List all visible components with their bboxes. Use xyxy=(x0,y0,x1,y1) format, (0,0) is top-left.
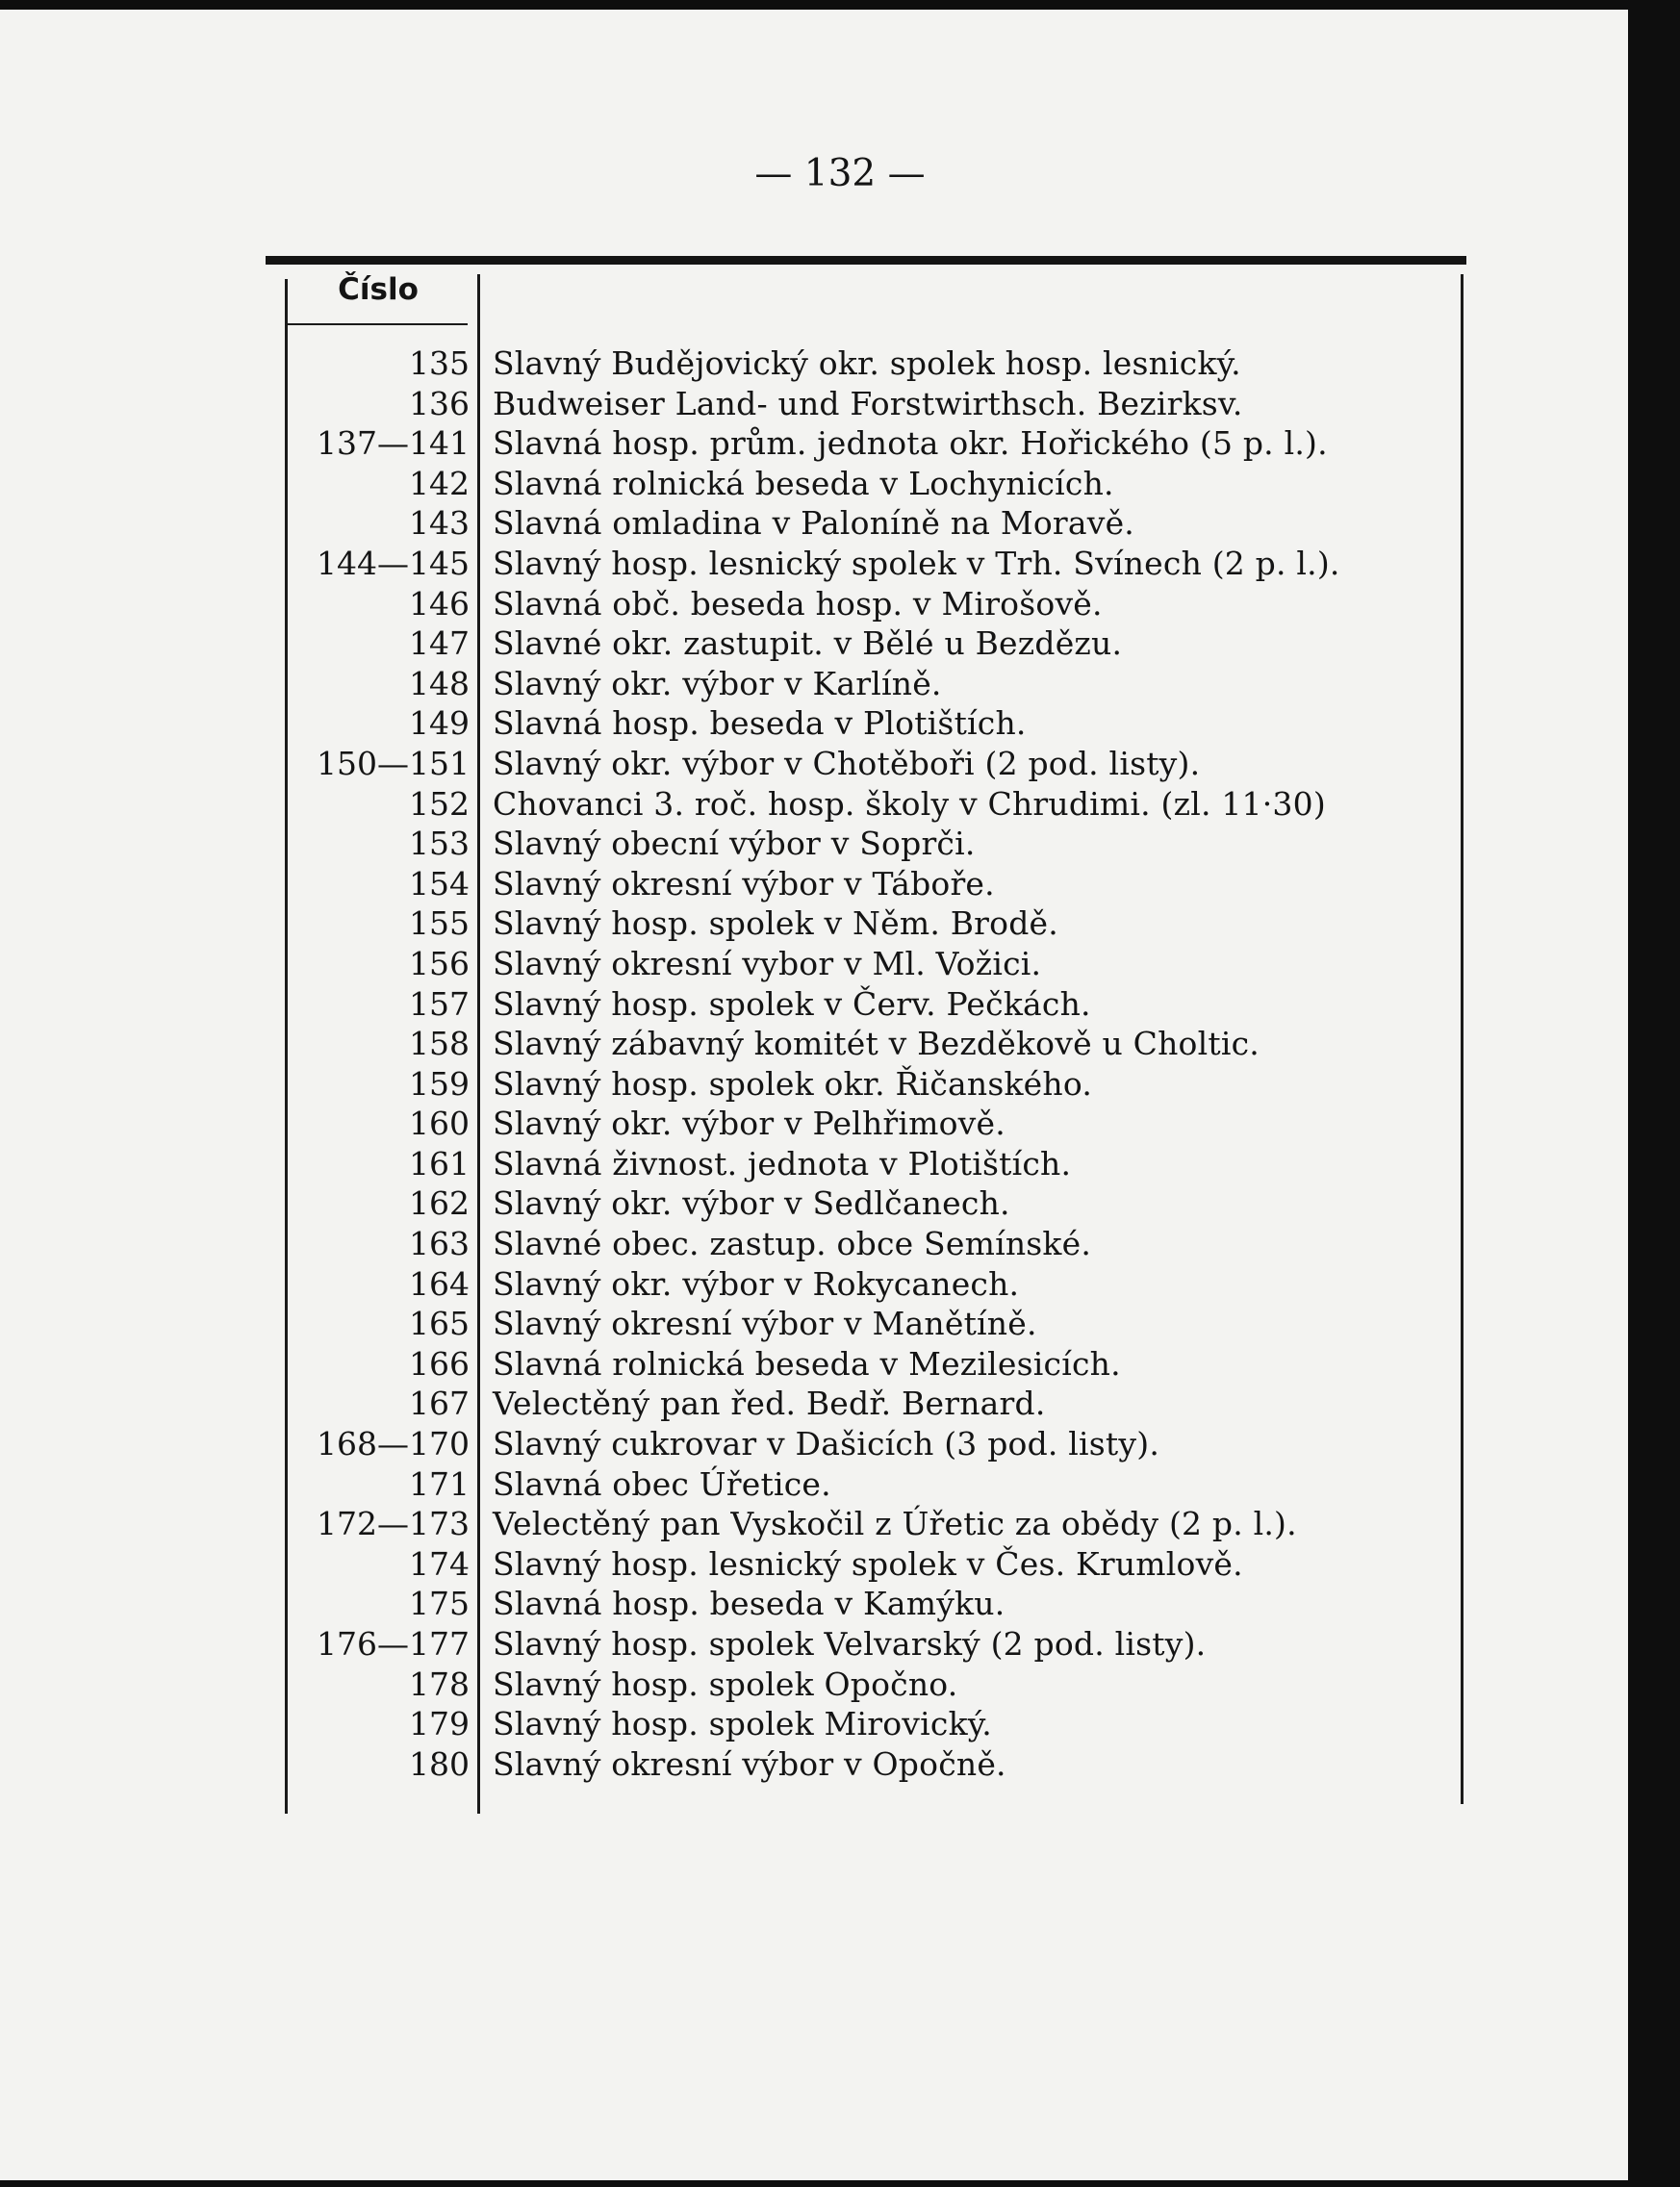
table-row xyxy=(0,1223,1680,1263)
table-row xyxy=(0,823,1680,863)
entry-text: Slavná hosp. beseda v Kamýku. xyxy=(493,1585,1005,1623)
table-row xyxy=(0,983,1680,1024)
entry-text: Slavný okr. výbor v Rokycanech. xyxy=(493,1264,1020,1303)
entry-number: 171 xyxy=(409,1464,470,1503)
table-row xyxy=(0,663,1680,703)
table-row xyxy=(0,1503,1680,1543)
table-row xyxy=(0,422,1680,463)
table-row xyxy=(0,543,1680,583)
entry-text: Slavný cukrovar v Dašicích (3 pod. listy). xyxy=(493,1425,1160,1463)
entry-text: Slavný hosp. spolek Velvarský (2 pod. listy). xyxy=(493,1625,1207,1663)
table-row xyxy=(0,1103,1680,1143)
entry-number: 152 xyxy=(409,784,470,823)
entry-number: 180 xyxy=(409,1744,470,1783)
entry-text: Slavný obecní výbor v Soprči. xyxy=(493,825,976,863)
entry-number: 164 xyxy=(409,1264,470,1303)
table-row xyxy=(0,1423,1680,1463)
entry-text: Slavný okresní výbor v Manětíně. xyxy=(493,1305,1037,1343)
entry-text: Velectěný pan řed. Bedř. Bernard. xyxy=(493,1385,1046,1423)
table-row xyxy=(0,1743,1680,1784)
table-row xyxy=(0,502,1680,543)
entry-text: Slavný hosp. spolek okr. Řičanského. xyxy=(493,1064,1093,1103)
entry-text: Slavný hosp. spolek Opočno. xyxy=(493,1665,958,1703)
entry-number: 136 xyxy=(409,384,470,422)
table-row xyxy=(0,583,1680,623)
entry-text: Slavná omladina v Paloníně na Moravě. xyxy=(493,504,1134,543)
table-row xyxy=(0,1303,1680,1343)
table-row xyxy=(0,463,1680,503)
table-row xyxy=(0,1703,1680,1743)
entry-number: 166 xyxy=(409,1344,470,1383)
entry-number: 179 xyxy=(409,1705,470,1743)
table-row xyxy=(0,863,1680,903)
entry-text: Velectěný pan Vyskočil z Úřetic za obědy (2 p. l.). xyxy=(493,1505,1297,1543)
table-row xyxy=(0,343,1680,383)
table-row xyxy=(0,1623,1680,1664)
entry-number: 150—151 xyxy=(317,744,470,782)
page-number: — 132 — xyxy=(754,152,926,195)
entry-number: 155 xyxy=(409,904,470,943)
table-row xyxy=(0,1583,1680,1623)
entry-text: Slavný Budějovický okr. spolek hosp. lesnický. xyxy=(493,344,1241,382)
table-row xyxy=(0,1023,1680,1063)
entry-text: Chovanci 3. roč. hosp. školy v Chrudimi. (zl. 11·30) xyxy=(493,784,1326,823)
table-row xyxy=(0,702,1680,743)
entry-number: 148 xyxy=(409,664,470,702)
entry-number: 159 xyxy=(409,1064,470,1103)
entry-text: Slavný hosp. lesnický spolek v Trh. Svínech (2 p. l.). xyxy=(493,544,1340,582)
entry-number: 168—170 xyxy=(317,1425,470,1463)
table-row xyxy=(0,1063,1680,1104)
table-row xyxy=(0,943,1680,983)
entry-text: Slavné okr. zastupit. v Bělé u Bezdězu. xyxy=(493,624,1123,663)
entry-text: Slavná hosp. beseda v Plotištích. xyxy=(493,704,1027,743)
entry-text: Slavná obec Úřetice. xyxy=(493,1464,831,1503)
entry-number: 147 xyxy=(409,624,470,663)
table-row xyxy=(0,383,1680,423)
entry-text: Slavná obč. beseda hosp. v Mirošově. xyxy=(493,584,1103,623)
entry-number: 135 xyxy=(409,344,470,382)
entry-text: Slavný hosp. spolek v Červ. Pečkách. xyxy=(493,984,1091,1023)
entry-text: Slavný okresní vybor v Ml. Vožici. xyxy=(493,944,1042,982)
entry-text: Slavný okr. výbor v Karlíně. xyxy=(493,664,942,702)
entry-text: Slavný hosp. spolek Mirovický. xyxy=(493,1705,992,1743)
entry-number: 149 xyxy=(409,704,470,743)
table-row xyxy=(0,1343,1680,1384)
entry-text: Slavná rolnická beseda v Lochynicích. xyxy=(493,464,1114,502)
table-top-rule xyxy=(266,256,1466,265)
entry-text: Slavný okr. výbor v Sedlčanech. xyxy=(493,1184,1010,1223)
table-row xyxy=(0,743,1680,783)
entry-text: Slavný zábavný komitét v Bezděkově u Choltic. xyxy=(493,1025,1260,1063)
entry-number: 157 xyxy=(409,984,470,1023)
entry-text: Slavný okr. výbor v Chotěboři (2 pod. listy). xyxy=(493,744,1201,782)
entry-number: 178 xyxy=(409,1665,470,1703)
entry-number: 160 xyxy=(409,1105,470,1143)
column-header-number: Číslo xyxy=(338,272,419,307)
entry-number: 167 xyxy=(409,1385,470,1423)
entry-number: 146 xyxy=(409,584,470,623)
entry-number: 153 xyxy=(409,825,470,863)
entry-number: 162 xyxy=(409,1184,470,1223)
entry-text: Slavný okr. výbor v Pelhřimově. xyxy=(493,1105,1005,1143)
entry-number: 154 xyxy=(409,864,470,903)
entry-number: 172—173 xyxy=(317,1505,470,1543)
table-row xyxy=(0,903,1680,943)
entry-number: 176—177 xyxy=(317,1625,470,1663)
entry-text: Budweiser Land- und Forstwirthsch. Bezirksv. xyxy=(493,384,1243,422)
entry-number: 142 xyxy=(409,464,470,502)
table-row xyxy=(0,1263,1680,1304)
table-row xyxy=(0,1664,1680,1704)
entry-text: Slavný okresní výbor v Opočně. xyxy=(493,1744,1006,1783)
entry-text: Slavný okresní výbor v Táboře. xyxy=(493,864,995,903)
table-row xyxy=(0,783,1680,824)
entry-number: 158 xyxy=(409,1025,470,1063)
entry-number: 156 xyxy=(409,944,470,982)
entry-number: 144—145 xyxy=(317,544,470,582)
entry-number: 175 xyxy=(409,1585,470,1623)
table-row xyxy=(0,623,1680,663)
table-row xyxy=(0,1463,1680,1504)
table-row xyxy=(0,1183,1680,1223)
entry-number: 137—141 xyxy=(317,424,470,463)
table-row xyxy=(0,1383,1680,1423)
entry-number: 163 xyxy=(409,1225,470,1263)
table-row xyxy=(0,1143,1680,1183)
entry-text: Slavný hosp. spolek v Něm. Brodě. xyxy=(493,904,1058,943)
entry-text: Slavné obec. zastup. obce Semínské. xyxy=(493,1225,1092,1263)
entry-text: Slavný hosp. lesnický spolek v Čes. Krumlově. xyxy=(493,1544,1243,1583)
entry-text: Slavná rolnická beseda v Mezilesicích. xyxy=(493,1344,1121,1383)
entry-text: Slavná hosp. prům. jednota okr. Hořického (5 p. l.). xyxy=(493,424,1328,463)
entry-number: 143 xyxy=(409,504,470,543)
entry-number: 161 xyxy=(409,1144,470,1183)
entry-text: Slavná živnost. jednota v Plotištích. xyxy=(493,1144,1072,1183)
header-underline xyxy=(287,323,468,325)
entry-number: 165 xyxy=(409,1305,470,1343)
table-body xyxy=(0,343,1680,1783)
table-row xyxy=(0,1543,1680,1584)
entry-number: 174 xyxy=(409,1544,470,1583)
